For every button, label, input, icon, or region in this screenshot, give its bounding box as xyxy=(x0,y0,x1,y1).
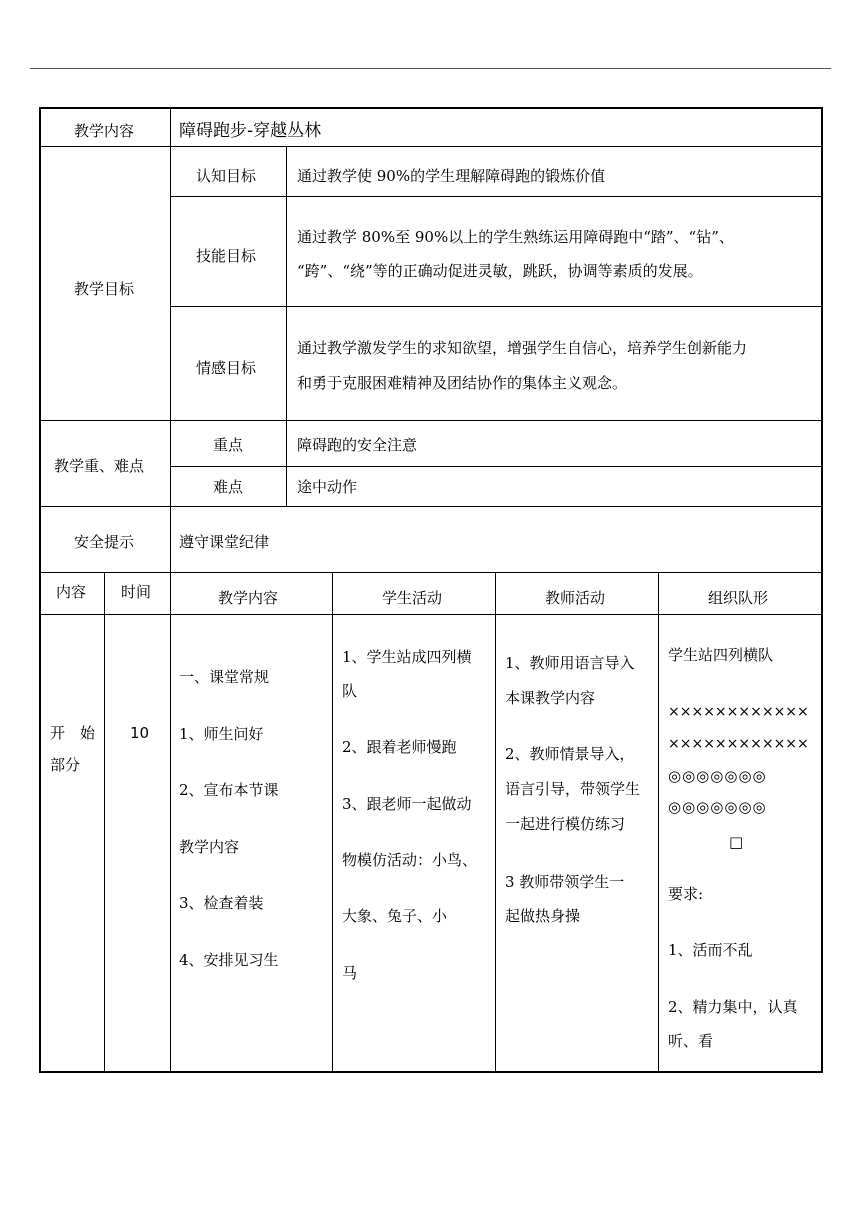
teacher-activity-line: 3 教师带领学生一 xyxy=(505,873,625,891)
formation-row-circles: ◎◎◎◎◎◎◎ xyxy=(668,767,767,785)
formation-requirement: 听、看 xyxy=(668,1032,714,1050)
student-activity-line: 队 xyxy=(342,682,358,700)
col-header-time: 时间 xyxy=(121,583,152,601)
formation-title: 学生站四列横队 xyxy=(668,646,774,664)
skill-goal-line2: “跨”、“绕”等的正确动促进灵敏，跳跃，协调等素质的发展。 xyxy=(297,262,703,280)
safety-text: 遵守课堂纪律 xyxy=(179,533,270,551)
formation-row-students: ×××××××××××× xyxy=(668,736,809,752)
col-header-teacher-activity: 教师活动 xyxy=(545,589,606,607)
formation-requirement: 1、活而不乱 xyxy=(668,941,753,959)
teacher-activity-line: 起做热身操 xyxy=(505,907,581,925)
skill-goal-line1: 通过教学 80%至 90%以上的学生熟练运用障碍跑中“踏”、“钻”、 xyxy=(297,228,734,246)
section-time: 10 xyxy=(130,724,150,742)
content-line: 教学内容 xyxy=(179,838,240,856)
content-line: 2、宣布本节课 xyxy=(179,781,279,799)
teacher-activity-line: 语言引导，带领学生 xyxy=(505,780,641,798)
teacher-activity-line: 1、教师用语言导入 xyxy=(505,654,635,672)
col-header-content: 内容 xyxy=(56,583,87,601)
difficulty-label: 难点 xyxy=(213,478,244,496)
formation-requirements-label: 要求: xyxy=(668,885,704,903)
skill-goal-label: 技能目标 xyxy=(196,247,257,265)
student-activity-line: 马 xyxy=(342,964,358,982)
objectives-label: 教学目标 xyxy=(74,280,135,298)
affective-goal-line1: 通过教学激发学生的求知欲望，增强学生自信心，培养学生创新能力 xyxy=(297,339,748,357)
student-activity-line: 2、跟着老师慢跑 xyxy=(342,738,457,756)
key-points-label: 教学重、难点 xyxy=(54,457,145,475)
teacher-position-square: □ xyxy=(729,833,744,851)
student-activity-line: 物模仿活动：小鸟、 xyxy=(342,851,478,869)
content-line: 一、课堂常规 xyxy=(179,668,270,686)
safety-label: 安全提示 xyxy=(74,533,135,551)
teacher-activity-line: 一起进行模仿练习 xyxy=(505,815,626,833)
teacher-activity-line: 2、教师情景导入， xyxy=(505,745,635,763)
header-rule xyxy=(30,68,831,69)
col-header-student-activity: 学生活动 xyxy=(382,589,443,607)
affective-goal-label: 情感目标 xyxy=(196,359,257,377)
col-header-formation: 组织队形 xyxy=(708,589,769,607)
formation-row-students: ×××××××××××× xyxy=(668,704,809,720)
student-activity-line: 1、学生站成四列横 xyxy=(342,648,472,666)
formation-requirement: 2、精力集中，认真 xyxy=(668,998,798,1016)
cognitive-goal-label: 认知目标 xyxy=(196,167,257,185)
key-point-label: 重点 xyxy=(213,436,244,454)
key-point-text: 障碍跑的安全注意 xyxy=(297,436,418,454)
formation-row-circles: ◎◎◎◎◎◎◎ xyxy=(668,798,767,816)
teacher-activity-line: 本课教学内容 xyxy=(505,689,596,707)
part-label-line2: 部分 xyxy=(50,756,81,774)
part-label-line1: 开 始 xyxy=(50,724,96,742)
affective-goal-line2: 和勇于克服困难精神及团结协作的集体主义观念。 xyxy=(297,374,628,392)
cognitive-goal-text: 通过教学使 90%的学生理解障碍跑的锻炼价值 xyxy=(297,167,606,185)
lesson-content-value: 障碍跑步-穿越丛林 xyxy=(179,121,322,141)
content-line: 3、检查着装 xyxy=(179,894,264,912)
content-line: 4、安排见习生 xyxy=(179,951,279,969)
content-line: 1、师生问好 xyxy=(179,725,264,743)
student-activity-line: 大象、兔子、小 xyxy=(342,907,448,925)
student-activity-line: 3、跟老师一起做动 xyxy=(342,795,472,813)
col-header-teaching-content: 教学内容 xyxy=(218,589,279,607)
difficulty-text: 途中动作 xyxy=(297,478,358,496)
lesson-content-label: 教学内容 xyxy=(74,122,135,140)
